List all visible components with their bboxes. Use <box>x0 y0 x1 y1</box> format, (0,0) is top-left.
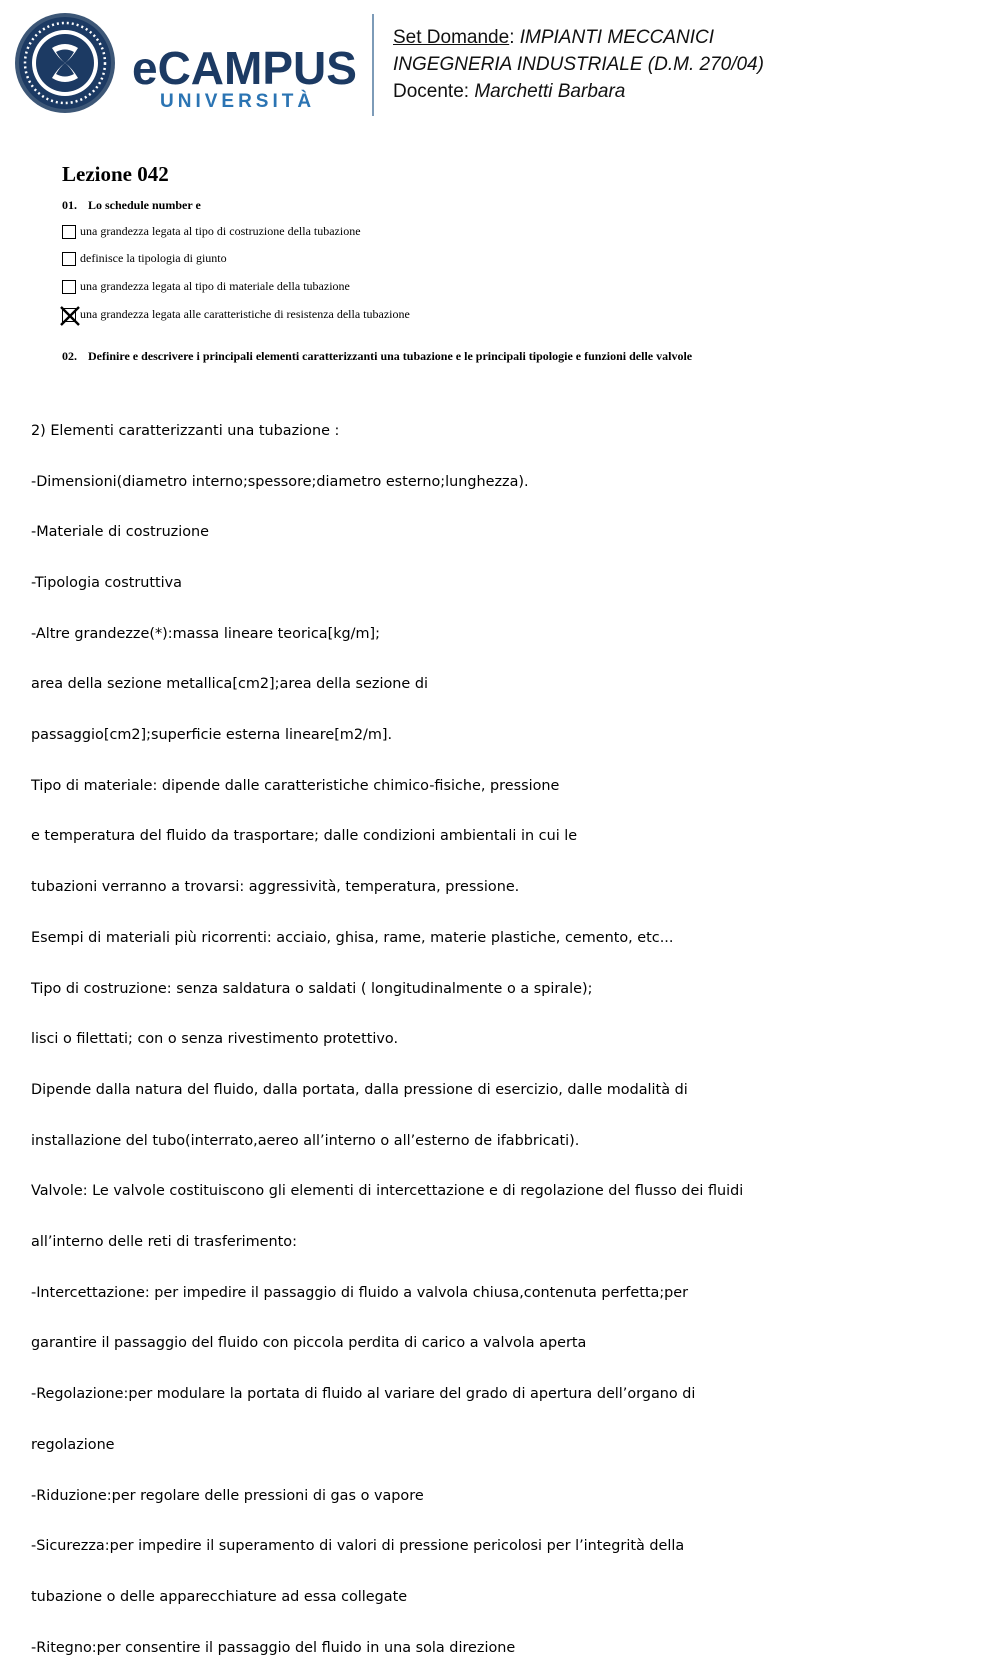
checkbox-checked-icon[interactable] <box>62 308 76 322</box>
set-label: Set Domande <box>393 27 510 48</box>
checkbox-empty-icon[interactable] <box>62 280 76 294</box>
answer-line: all’interno delle reti di trasferimento: <box>31 1234 297 1251</box>
option-label: una grandezza legata al tipo di materiale della tubazione <box>80 279 350 293</box>
answer-line: regolazione <box>31 1436 115 1453</box>
answer-line: area della sezione metallica[cm2];area della sezione di <box>31 676 428 693</box>
course-line <box>393 51 764 78</box>
answer-line: garantire il passaggio del fluido con piccola perdita di carico a valvola aperta <box>31 1335 587 1352</box>
answer-line: installazione del tubo(interrato,aereo all’interno o all’esterno de ifabbricati). <box>31 1132 580 1149</box>
logo-subtitle: UNIVERSITÀ <box>160 91 316 112</box>
answer-text <box>31 389 743 1673</box>
question-number: 02. <box>62 349 77 363</box>
question-text: Lo schedule number e <box>88 198 201 212</box>
question-text: Definire e descrivere i principali elementi caratterizzanti una tubazione e le principali tipologie e funzioni delle valvole <box>88 349 693 363</box>
answer-line: Dipende dalla natura del fluido, dalla portata, dalla pressione di esercizio, dalle modalità di <box>31 1081 688 1098</box>
answer-option[interactable] <box>62 279 350 294</box>
answer-line: -Intercettazione: per impedire il passaggio di fluido a valvola chiusa,contenuta perfetta;per <box>31 1284 689 1301</box>
answer-option[interactable] <box>62 251 227 266</box>
answer-line: -Ritegno:per consentire il passaggio del fluido in una sola direzione <box>31 1639 516 1656</box>
docente-value: Marchetti Barbara <box>474 81 626 102</box>
header-divider <box>372 14 374 116</box>
question-1 <box>62 198 201 213</box>
ecampus-logo <box>14 12 359 116</box>
checkbox-empty-icon[interactable] <box>62 252 76 266</box>
docente-label: Docente <box>393 81 464 102</box>
answer-line: -Sicurezza:per impedire il superamento di valori di pressione pericolosi per l’integrità della <box>31 1538 685 1555</box>
cross-mark-icon <box>60 306 80 326</box>
answer-line: -Regolazione:per modulare la portata di fluido al variare del grado di apertura dell’organo di <box>31 1386 696 1403</box>
answer-line: tubazione o delle apparecchiature ad essa collegate <box>31 1588 408 1605</box>
course-info <box>393 24 764 105</box>
option-label: una grandezza legata alle caratteristiche di resistenza della tubazione <box>80 307 410 321</box>
answer-line: -Materiale di costruzione <box>31 524 210 541</box>
answer-line: tubazioni verranno a trovarsi: aggressività, temperatura, pressione. <box>31 879 520 896</box>
set-line: Set Domande: IMPIANTI MECCANICI <box>393 27 714 48</box>
question-number: 01. <box>62 198 77 212</box>
option-label: una grandezza legata al tipo di costruzione della tubazione <box>80 224 361 238</box>
lesson-title: Lezione 042 <box>62 162 169 186</box>
option-label: definisce la tipologia di giunto <box>80 251 227 265</box>
answer-line: e temperatura del fluido da trasportare; dalle condizioni ambientali in cui le <box>31 828 578 845</box>
set-value: IMPIANTI MECCANICI <box>519 27 714 48</box>
checkbox-empty-icon[interactable] <box>62 225 76 239</box>
answer-option[interactable] <box>62 307 410 322</box>
answer-line: Esempi di materiali più ricorrenti: acciaio, ghisa, rame, materie plastiche, cemento, etc... <box>31 929 674 946</box>
answer-line: -Dimensioni(diametro interno;spessore;diametro esterno;lunghezza). <box>31 473 529 490</box>
answer-option[interactable] <box>62 224 361 239</box>
answer-line: Tipo di costruzione: senza saldatura o saldati ( longitudinalmente o a spirale); <box>31 980 593 997</box>
logo-wordmark: eCAMPUS <box>132 42 357 94</box>
answer-line: -Riduzione:per regolare delle pressioni di gas o vapore <box>31 1487 424 1504</box>
answer-line: lisci o filettati; con o senza rivestimento protettivo. <box>31 1031 399 1048</box>
answer-line: passaggio[cm2];superficie esterna lineare[m2/m]. <box>31 727 393 744</box>
answer-line: -Altre grandezze(*):massa lineare teorica[kg/m]; <box>31 625 381 642</box>
answer-line: Valvole: Le valvole costituiscono gli elementi di intercettazione e di regolazione del flusso dei fluidi <box>31 1183 744 1200</box>
docente-line: Docente: Marchetti Barbara <box>393 81 626 102</box>
page-header <box>0 0 1000 130</box>
question-2 <box>62 349 692 364</box>
answer-line: 2) Elementi caratterizzanti una tubazione : <box>31 422 340 439</box>
answer-line: Tipo di materiale: dipende dalle caratteristiche chimico-fisiche, pressione <box>31 777 560 794</box>
answer-line: -Tipologia costruttiva <box>31 574 182 591</box>
course-name: INGEGNERIA INDUSTRIALE (D.M. 270/04) <box>393 54 764 75</box>
